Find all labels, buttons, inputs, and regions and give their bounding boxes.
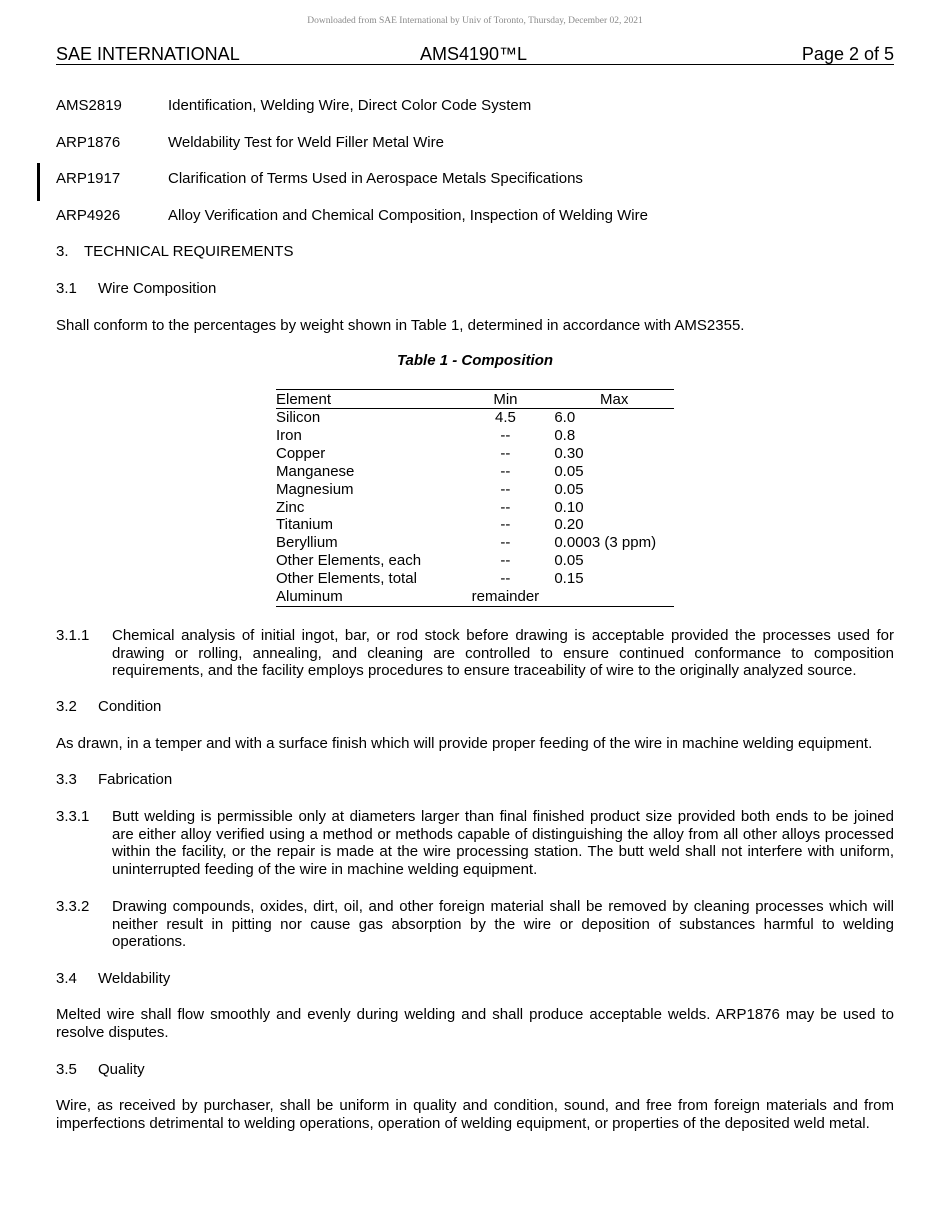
table-row <box>276 463 674 481</box>
table-row <box>276 427 674 445</box>
reference-title: Weldability Test for Weld Filler Metal Wire <box>168 134 444 151</box>
reference-code: ARP4926 <box>56 207 121 224</box>
table-row <box>276 409 674 427</box>
table-row <box>276 552 674 570</box>
cell-max: 0.0003 (3 ppm) <box>554 534 657 552</box>
paragraph: As drawn, in a temper and with a surface finish which will provide proper feeding of the wire in machine welding equipment. <box>56 735 873 752</box>
reference-title: Clarification of Terms Used in Aerospace Metals Specifications <box>168 170 583 187</box>
cell-element: Aluminum <box>276 588 343 606</box>
reference-code: ARP1917 <box>56 170 121 187</box>
table-row <box>276 499 674 517</box>
subsection-heading <box>56 771 172 788</box>
cell-min: -- <box>500 444 511 462</box>
cell-min: -- <box>500 516 511 534</box>
subsection-title: Wire Composition <box>98 280 217 297</box>
cell-max: 6.0 <box>554 409 576 426</box>
table-row <box>276 445 674 463</box>
subsection-title: Condition <box>98 698 162 715</box>
subsection-heading <box>56 698 161 715</box>
cell-max: 0.05 <box>554 462 584 480</box>
header-org: SAE INTERNATIONAL <box>56 44 240 64</box>
cell-max: 0.10 <box>554 498 584 516</box>
subsection-text: Drawing compounds, oxides, dirt, oil, and other foreign material shall be removed by cleaning processes which will neither result in pitting nor cause gas absorption by the wire or deposition of substances harmful to welding operations. <box>112 898 894 951</box>
reference-code: ARP1876 <box>56 134 121 151</box>
cell-min: -- <box>500 426 511 444</box>
subsection-number: 3.1.1 <box>56 627 90 644</box>
cell-min: -- <box>500 480 511 498</box>
download-watermark: Downloaded from SAE International by Univ of Toronto, Thursday, December 02, 2021 <box>307 16 643 26</box>
cell-element: Iron <box>276 426 302 444</box>
cell-max: 0.15 <box>554 570 584 588</box>
cell-min: -- <box>500 552 511 570</box>
cell-min: -- <box>500 498 511 516</box>
column-header-max: Max <box>553 390 674 409</box>
paragraph: Shall conform to the percentages by weight shown in Table 1, determined in accordance with AMS2355. <box>56 317 745 334</box>
subsection-number: 3.2 <box>56 698 77 715</box>
subsection-paragraph <box>56 808 894 878</box>
cell-min: -- <box>500 534 511 552</box>
subsection-number: 3.3.2 <box>56 898 90 915</box>
subsection-number: 3.4 <box>56 970 77 987</box>
cell-element: Zinc <box>276 498 305 516</box>
cell-max: 0.05 <box>554 552 584 570</box>
header-doc-id: AMS4190™L <box>420 44 528 64</box>
table-row <box>276 481 674 499</box>
table-row <box>276 588 674 606</box>
cell-element: Manganese <box>276 462 355 480</box>
subsection-paragraph <box>56 627 894 680</box>
column-header-element: Element <box>276 390 457 409</box>
cell-element: Titanium <box>276 516 333 534</box>
subsection-text: Chemical analysis of initial ingot, bar, or rod stock before drawing is acceptable provided the processes used for drawing or rolling, annealing, and cleaning are controlled to ensure continued conformance to composition requirements, and the facility employs procedures to ensure traceability of wire to the originally analyzed source. <box>112 627 894 680</box>
cell-max: 0.8 <box>554 426 576 444</box>
reference-code: AMS2819 <box>56 97 122 114</box>
section-number: 3. <box>56 243 69 260</box>
cell-element: Copper <box>276 444 326 462</box>
subsection-heading <box>56 280 216 297</box>
cell-max: 0.20 <box>554 516 584 534</box>
subsection-title: Weldability <box>98 970 171 987</box>
cell-element: Other Elements, each <box>276 552 422 570</box>
reference-title: Identification, Welding Wire, Direct Color Code System <box>168 97 532 114</box>
cell-element: Other Elements, total <box>276 570 417 588</box>
section-heading <box>56 243 293 260</box>
table-row <box>276 570 674 588</box>
subsection-heading <box>56 970 170 987</box>
cell-max <box>553 588 674 606</box>
table-row <box>276 516 674 534</box>
cell-element: Silicon <box>276 409 321 426</box>
subsection-title: Fabrication <box>98 771 173 788</box>
page-header <box>56 44 894 65</box>
reference-title: Alloy Verification and Chemical Composition, Inspection of Welding Wire <box>168 207 648 224</box>
subsection-number: 3.5 <box>56 1061 77 1078</box>
cell-min: -- <box>500 462 511 480</box>
subsection-number: 3.1 <box>56 280 77 297</box>
table-header-row <box>276 390 674 409</box>
subsection-text: Butt welding is permissible only at diameters larger than final finished product size provided both ends to be joined are either alloy verified using a method or methods capable of distinguishing the alloy from all other alloys processed within the facility, or the repair is made at the wire processing station. The butt weld shall not interfere with uniform, uninterrupted feeding of the wire in machine welding equipment. <box>112 808 894 878</box>
cell-min: -- <box>500 570 511 588</box>
header-page-number: Page 2 of 5 <box>801 44 894 64</box>
paragraph: Wire, as received by purchaser, shall be uniform in quality and condition, sound, and free from foreign materials and from imperfections detrimental to welding operations, operation of welding equipment, or properties of the deposited weld metal. <box>56 1097 894 1132</box>
subsection-number: 3.3 <box>56 771 77 788</box>
column-header-min: Min <box>457 390 553 409</box>
revision-change-bar <box>37 163 40 201</box>
subsection-paragraph <box>56 898 894 951</box>
subsection-heading <box>56 1061 145 1078</box>
paragraph: Melted wire shall flow smoothly and evenly during welding and shall produce acceptable welds. ARP1876 may be used to resolve disputes. <box>56 1006 894 1041</box>
subsection-number: 3.3.1 <box>56 808 90 825</box>
cell-min: remainder <box>471 588 540 606</box>
cell-element: Magnesium <box>276 480 354 498</box>
composition-table <box>276 389 674 607</box>
cell-min: 4.5 <box>494 409 516 426</box>
table-row <box>276 534 674 552</box>
cell-element: Beryllium <box>276 534 338 552</box>
subsection-title: Quality <box>98 1061 145 1078</box>
section-title: TECHNICAL REQUIREMENTS <box>84 243 294 260</box>
cell-max: 0.05 <box>554 480 584 498</box>
cell-max: 0.30 <box>554 444 584 462</box>
table-caption: Table 1 - Composition <box>396 352 554 369</box>
